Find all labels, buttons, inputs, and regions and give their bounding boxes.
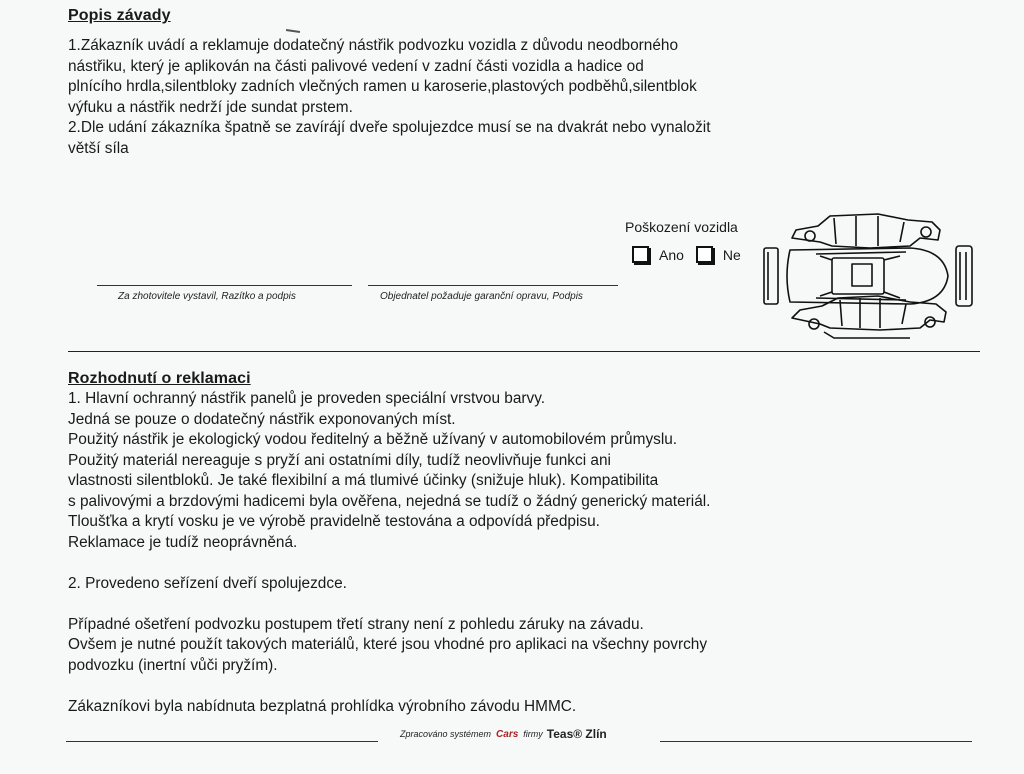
footer-line-left [66,741,378,742]
text-line [68,553,710,574]
text-line: podvozku (inertní vůči pryžím). [68,656,278,674]
text-line: nástřiku, který je aplikován na části palivové vedení v zadní části vozidla a hadice od [68,57,644,75]
signature-caption-customer: Objednatel požaduje garanční opravu, Podpis [380,291,583,302]
defect-heading: Popis závady [68,7,171,24]
text-line: plnícího hrdla,silentbloky zadních vlečných ramen u karoserie,plastových podběhů,silentblok [68,78,697,95]
text-line: 2. Provedeno seřízení dveří spolujezdce. [68,574,347,592]
signature-line-customer [368,285,618,286]
footer-brand: Teas® Zlín [546,727,607,741]
text-line: Použitý nástřik je ekologický vodou ředitelný a běžně užívaný v automobilovém průmyslu. [68,431,678,448]
text-line: větší síla [68,139,129,157]
text-line: Zákazníkovi byla nabídnuta bezplatná prohlídka výrobního závodu HMMC. [68,697,577,715]
vehicle-damage-options [632,246,753,263]
vehicle-damage-title: Poškození vozidla [625,219,738,235]
text-line: Použitý materiál nereaguje s pryží ani ostatními díly, tudíž neovlivňuje funkci ani [68,451,611,469]
decision-heading: Rozhodnutí o reklamaci [68,370,251,387]
text-line: Reklamace je tudíž neoprávněná. [68,533,298,551]
text-line: 1.Zákazník uvádí a reklamuje dodatečný nástřik podvozku vozidla z důvodu neodborného [68,37,679,54]
footer-firm-label: firmy [523,729,543,739]
car-damage-diagram-icon[interactable] [760,208,980,344]
defect-description [68,36,711,159]
footer-line-right [660,741,972,742]
text-line: Tloušťka a krytí vosku je ve výrobě pravidelně testována a odpovídá předpisu. [68,513,600,530]
text-line: Jedná se pouze o dodatečný nástřik exponovaných míst. [68,410,456,428]
signature-caption-contractor: Za zhotovitele vystavil, Razítko a podpis [118,291,296,302]
cars-logo: Cars [496,728,519,740]
damage-yes-label: Ano [659,246,684,263]
footer-processed-by: Zpracováno systémem [400,729,492,739]
signature-line-contractor [97,285,352,286]
text-line: Případné ošetření podvozku postupem třetí strany není z pohledu záruky na závadu. [68,615,644,633]
damage-no-checkbox[interactable] [696,246,713,263]
damage-yes-checkbox[interactable] [632,246,649,263]
section-divider [68,351,980,352]
text-line: 1. Hlavní ochranný nástřik panelů je proveden speciální vrstvou barvy. [68,390,546,407]
text-line [68,676,710,697]
text-line [68,594,710,615]
text-line: výfuku a nástřik nedrží jde sundat prstem. [68,98,353,116]
footer [400,727,607,741]
damage-no-label: Ne [722,246,741,263]
text-line: 2.Dle udání zákazníka špatně se zavírájí dveře spolujezdce musí se na dvakrát nebo vynaložit [68,119,711,136]
text-line: vlastnosti silentbloků. Je také flexibilní a má tlumivé účinky (snižuje hluk). Kompatibilita [68,472,659,489]
text-line: s palivovými a brzdovými hadicemi byla ověřena, nejedná se tudíž o žádný generický materiál. [68,492,711,510]
text-line: Ovšem je nutné použít takových materiálů, které jsou vhodné pro aplikaci na všechny povrchy [68,636,708,653]
pen-mark [286,29,300,33]
decision-text [68,389,710,717]
